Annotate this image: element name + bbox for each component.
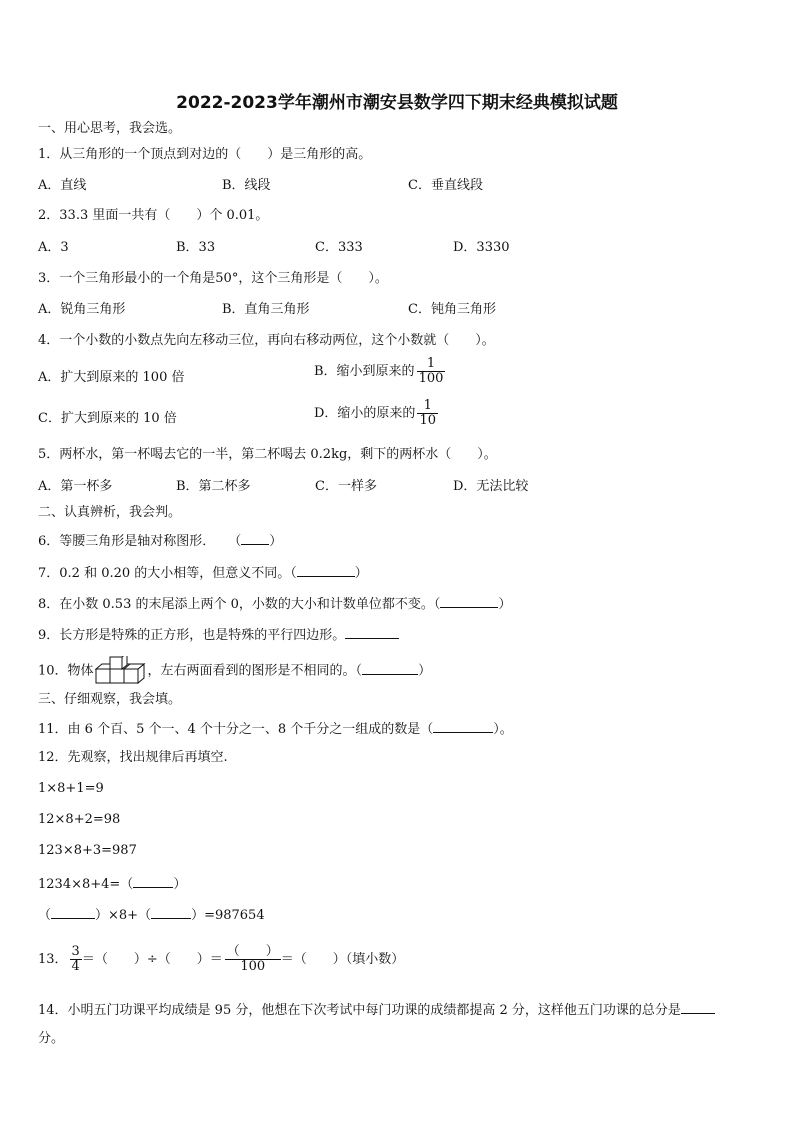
question-4: 4．一个小数的小数点先向左移动三位，再向右移动两位，这个小数就（ ）。 xyxy=(38,333,495,348)
fraction-denominator: 4 xyxy=(71,959,80,974)
q10-text: 10．物体 xyxy=(38,663,94,679)
fraction-denominator: 100 xyxy=(418,371,444,386)
q2-option-d: D．3330 xyxy=(453,240,510,255)
q4-option-b xyxy=(314,357,445,386)
q3-option-b: B．直角三角形 xyxy=(222,302,310,317)
answer-blank[interactable] xyxy=(133,874,173,888)
q12-line-1: 1×8+1=9 xyxy=(38,781,104,796)
q4-option-d-label: D．缩小的原来的 xyxy=(314,406,416,421)
q9-text: 9．长方形是特殊的正方形，也是特殊的平行四边形。 xyxy=(38,628,346,643)
fraction-numerator: 1 xyxy=(417,357,446,372)
q10-close: ） xyxy=(418,663,432,679)
q1-option-b: B．线段 xyxy=(222,178,271,193)
section-heading-2: 二、认真辨析，我会判。 xyxy=(38,505,182,520)
q7-close: ） xyxy=(354,566,368,581)
q5-option-b: B．第二杯多 xyxy=(176,479,251,494)
q12-line-2: 12×8+2=98 xyxy=(38,812,121,827)
section-heading-1: 一、用心思考，我会选。 xyxy=(38,121,182,136)
q11-text: 11．由 6 个百、5 个一、4 个十分之一、8 个千分之一组成的数是（ xyxy=(38,722,434,737)
question-14 xyxy=(38,1000,715,1019)
q2-option-b: B．33 xyxy=(176,240,216,255)
q3-option-c: C．钝角三角形 xyxy=(408,302,496,317)
q5-option-c: C．一样多 xyxy=(315,479,377,494)
q7-text: 7．0.2 和 0.20 的大小相等，但意义不同。（ xyxy=(38,566,297,581)
q12-line-5-mid: ）×8+（ xyxy=(95,908,152,923)
q12-line-5-open: （ xyxy=(38,908,52,923)
question-7 xyxy=(38,563,368,582)
fraction-numerator: （ ） xyxy=(226,944,279,959)
q6-close: ） xyxy=(269,534,283,549)
fraction-numerator: 1 xyxy=(417,399,438,414)
q13-label: 13． xyxy=(38,952,68,967)
q1-option-a: A．直线 xyxy=(38,178,87,193)
q4-option-a: A．扩大到原来的 100 倍 xyxy=(38,370,185,385)
q4-option-d xyxy=(314,399,438,428)
question-13 xyxy=(38,940,404,980)
q1-option-c: C．垂直线段 xyxy=(408,178,483,193)
q13-fraction-2 xyxy=(225,945,281,974)
fraction-denominator: 100 xyxy=(240,959,266,974)
q4-option-c: C．扩大到原来的 10 倍 xyxy=(38,411,177,426)
q10-text-2: ，左右两面看到的图形是不相同的。（ xyxy=(147,663,363,679)
question-5: 5．两杯水，第一杯喝去它的一半，第二杯喝去 0.2kg，剩下的两杯水（ ）。 xyxy=(38,447,497,462)
q8-text: 8．在小数 0.53 的末尾添上两个 0，小数的大小和计数单位都不变。（ xyxy=(38,597,441,612)
answer-blank[interactable] xyxy=(440,594,498,608)
page-title: 2022-2023学年潮州市潮安县数学四下期末经典模拟试题 xyxy=(176,93,618,113)
fraction-denominator: 10 xyxy=(419,413,436,428)
question-9 xyxy=(38,625,399,644)
q13-decimal: ＝（ ）（填小数） xyxy=(280,952,405,967)
answer-blank[interactable] xyxy=(151,905,191,919)
q6-text: 6．等腰三角形是轴对称图形． （ xyxy=(38,534,242,549)
question-3: 3．一个三角形最小的一个角是50°，这个三角形是（ ）。 xyxy=(38,271,388,286)
q12-line-4-close: ） xyxy=(173,877,187,892)
q11-close: ）。 xyxy=(493,722,513,737)
question-11 xyxy=(38,719,513,738)
q14-text: 14．小明五门功课平均成绩是 95 分，他想在下次考试中每门功课的成绩都提高 2 分，这样他五门功课的总分是 xyxy=(38,1003,681,1018)
q2-option-a: A．3 xyxy=(38,240,69,255)
q13-fraction-1 xyxy=(70,945,82,974)
question-14-end: 分。 xyxy=(38,1031,65,1046)
q5-option-a: A．第一杯多 xyxy=(38,479,113,494)
answer-blank[interactable] xyxy=(297,563,355,577)
cube-figure-icon xyxy=(94,656,148,686)
q4-option-d-fraction xyxy=(417,399,438,428)
q5-option-d: D．无法比较 xyxy=(453,479,529,494)
q4-option-b-label: B．缩小到原来的 xyxy=(314,364,415,379)
q12-line-5-end: ）=987654 xyxy=(191,908,265,923)
answer-blank[interactable] xyxy=(433,719,493,733)
question-8 xyxy=(38,594,511,613)
answer-blank[interactable] xyxy=(345,625,399,639)
q12-line-3: 123×8+3=987 xyxy=(38,843,137,858)
q12-line-5 xyxy=(38,905,265,924)
q12-line-4 xyxy=(38,874,186,893)
q12-line-4-text: 1234×8+4=（ xyxy=(38,877,134,892)
q8-close: ） xyxy=(498,597,512,612)
section-heading-3: 三、仔细观察，我会填。 xyxy=(38,692,182,707)
q3-option-a: A．锐角三角形 xyxy=(38,302,126,317)
answer-blank[interactable] xyxy=(51,905,95,919)
q4-option-b-fraction xyxy=(417,357,446,386)
answer-blank[interactable] xyxy=(681,1000,715,1014)
answer-blank[interactable] xyxy=(241,531,269,545)
q2-option-c: C．333 xyxy=(315,240,363,255)
question-6 xyxy=(38,531,282,550)
question-1: 1．从三角形的一个顶点到对边的（ ）是三角形的高。 xyxy=(38,147,372,162)
question-12: 12．先观察，找出规律后再填空. xyxy=(38,750,228,765)
question-2: 2．33.3 里面一共有（ ）个 0.01。 xyxy=(38,208,269,223)
question-10 xyxy=(38,656,431,686)
q13-division: ＝（ ）÷（ ）＝ xyxy=(81,952,223,967)
fraction-numerator: 3 xyxy=(71,944,80,959)
answer-blank[interactable] xyxy=(362,661,418,675)
